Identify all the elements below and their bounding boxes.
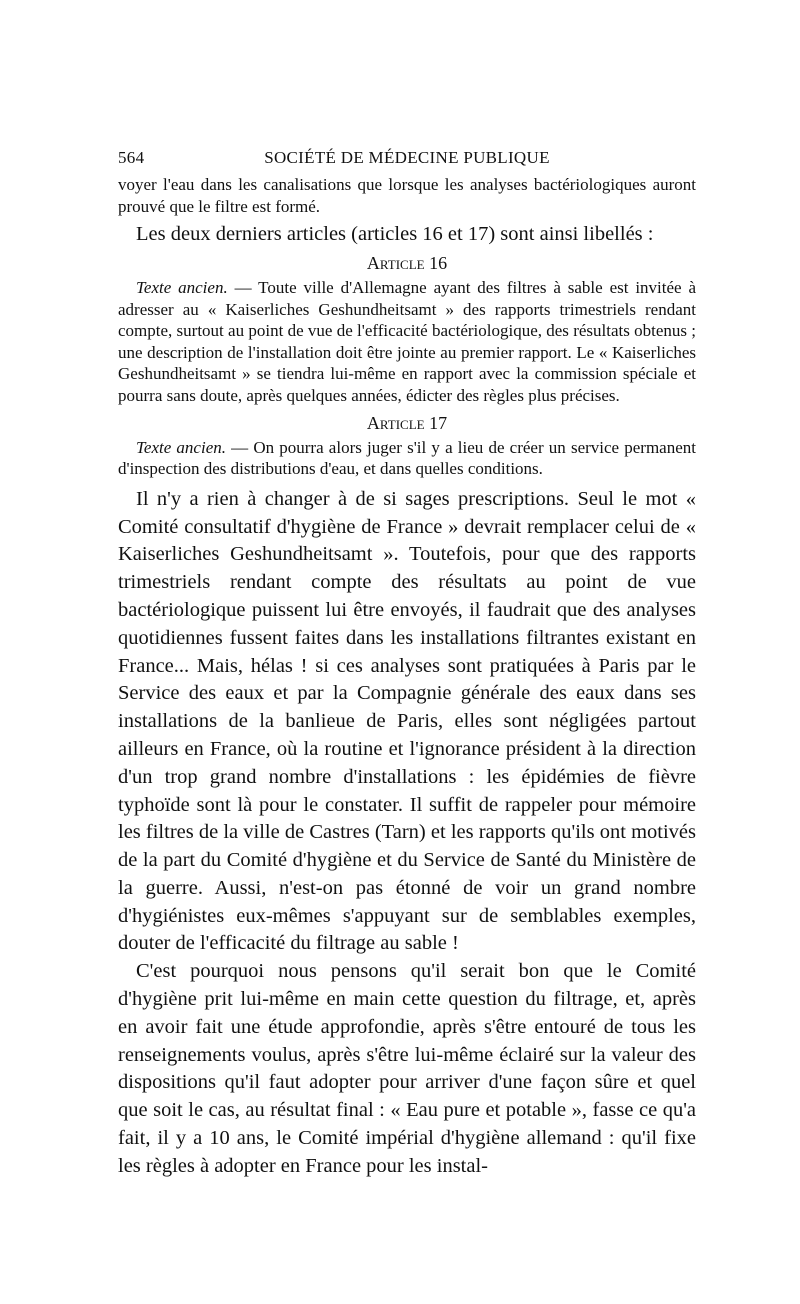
article-17-body: On pourra alors juger s'il y a lieu de créer un service permanent d'inspection des distributions d'eau, et dans quelles conditions. xyxy=(118,437,696,479)
article-16-label: Article xyxy=(366,252,425,273)
paragraph-commentary: Il n'y a rien à changer à de si sages prescriptions. Seul le mot « Comité consultatif d'hygiène de France » devrait remplacer celui de « Kaiserliches Geshundheitsamt ». Toutefois, pour que des rapports trimestriels rendant compte des résultats au point de vue bactériologique puissent lui être envoyés, il faudrait que des analyses quotidiennes fussent faites dans les installations filtrantes existant en France... Mais, hélas ! si ces analyses sont pratiquées à Paris par le Service des eaux et par la Compagnie générale des eaux dans ses installations de la banlieue de Paris, elles sont négligées partout ailleurs en France, où la routine et l'ignorance président à la direction d'un trop grand nombre d'installations : les épidémies de fièvre typhoïde sont là pour le constater. Il suffit de rappeler pour mémoire les filtres de la ville de Castres (Tarn) et les rapports qu'ils ont motivés de la part du Comité d'hygiène et du Service de Santé du Ministère de la guerre. Aussi, n'est-on pas étonné de voir un grand nombre d'hygiénistes eux-mêmes s'appuyant sur de semblables exemples, douter de l'efficacité du filtrage au sable ! xyxy=(118,487,696,955)
paragraph-recommendation: C'est pourquoi nous pensons qu'il serait bon que le Comité d'hygiène prit lui-même en main cette question du filtrage, et, après en avoir fait une étude approfondie, après s'être entouré de tous les renseignements voulus, après s'être lui-même éclairé sur la valeur des dispositions qu'il faut adopter pour arriver d'une façon sûre et quel que soit le cas, au résultat final : « Eau pure et potable », fasse ce qu'a fait, il y a 10 ans, le Comité impérial d'hygiène allemand : qu'il fixe les règles à adopter en France pour les instal- xyxy=(118,960,696,1177)
running-title: SOCIÉTÉ DE MÉDECINE PUBLIQUE xyxy=(264,148,550,167)
page-number: 564 xyxy=(118,148,145,167)
article-16-number: 16 xyxy=(429,252,448,273)
article-16-text xyxy=(118,277,696,407)
article-16-dash: — xyxy=(227,277,259,297)
article-17-number: 17 xyxy=(429,412,448,433)
book-page xyxy=(118,148,696,1181)
paragraph-continuation: voyer l'eau dans les canalisations que lorsque les analyses bactériologiques auront prouvé que le filtre est formé. xyxy=(118,175,696,216)
article-17-dash: — xyxy=(225,437,254,457)
article-17-heading xyxy=(118,409,696,437)
paragraph-intro-articles: Les deux derniers articles (articles 16 et 17) sont ainsi libellés : xyxy=(136,223,654,246)
article-16-lead: Texte ancien. xyxy=(136,277,228,297)
article-16-heading xyxy=(118,249,696,277)
article-16-body: Toute ville d'Allemagne ayant des filtres à sable est invitée à adresser au « Kaiserliches Geshundheitsamt » des rapports trimestriels rendant compte, surtout au point de vue de l'efficacité bactériologique, des résultats obtenus ; une description de l'installation doit être jointe au premier rapport. Le « Kaiserliches Geshundheitsamt » se tiendra lui-même en rapport avec la commission spéciale et pourra sans doute, après quelques années, édicter des règles plus précises. xyxy=(118,277,697,405)
running-head xyxy=(118,148,696,174)
article-17-label: Article xyxy=(366,412,425,433)
article-17-lead: Texte ancien. xyxy=(136,437,226,457)
article-17-text xyxy=(118,437,696,480)
